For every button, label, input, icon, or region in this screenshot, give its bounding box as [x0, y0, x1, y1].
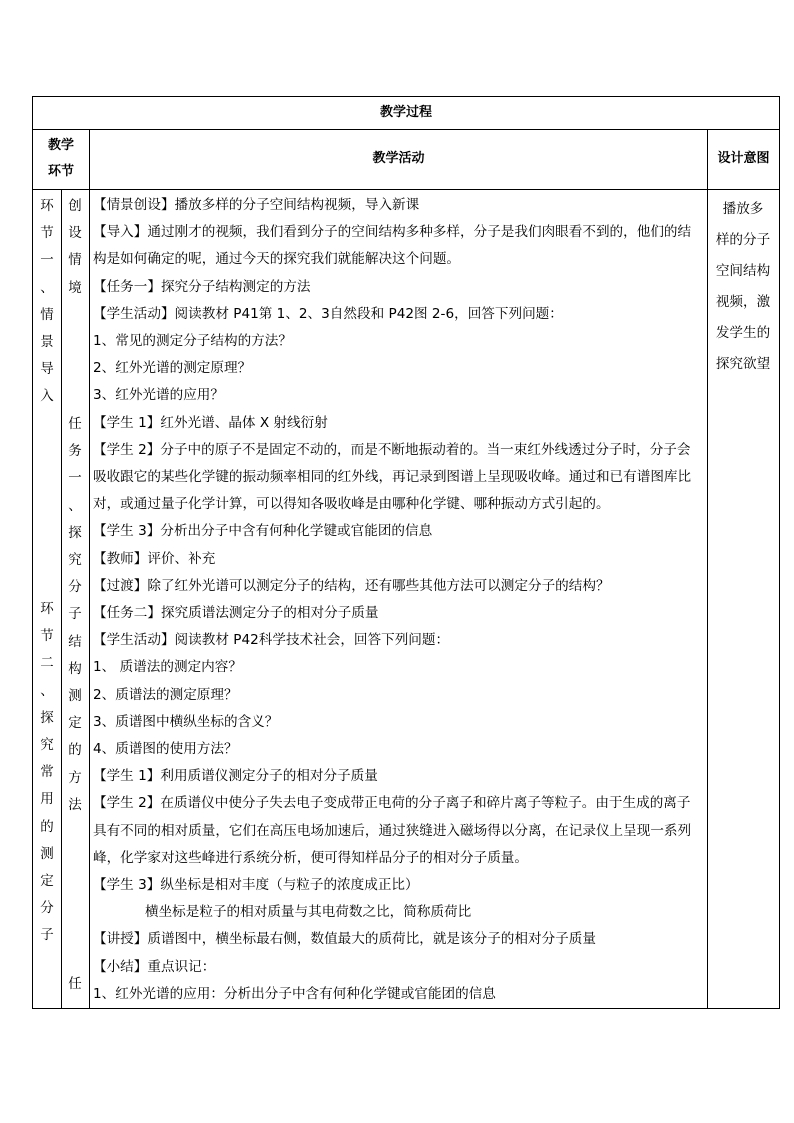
stage-char: 定 — [40, 873, 54, 890]
header-intent: 设计意图 — [717, 151, 770, 166]
task-char: 境 — [68, 279, 82, 296]
stage-char: 、 — [40, 682, 54, 699]
activity-line: 【小结】重点识记： — [93, 958, 216, 975]
activity-line: 1、常见的测定分子结构的方法？ — [93, 333, 292, 350]
task-char: 探 — [68, 524, 82, 541]
intent-line: 发学生的 — [715, 325, 771, 341]
task-char: 、 — [68, 497, 82, 514]
task-char: 情 — [68, 252, 82, 269]
stage-char: 用 — [40, 791, 54, 808]
stage-char: 一 — [40, 252, 54, 269]
stage-column-2 — [33, 596, 61, 950]
stage-column — [33, 193, 61, 411]
activity-line: 【情景创设】播放多样的分子空间结构视频，导入新课 — [93, 197, 420, 213]
teaching-process-table — [32, 96, 780, 1009]
activity-line: 4、质谱图的使用方法？ — [93, 741, 238, 758]
task-char: 务 — [68, 443, 82, 460]
stage-char: 的 — [40, 818, 54, 835]
task-char: 创 — [68, 198, 82, 214]
stage-char: 测 — [40, 845, 54, 862]
task-char: 测 — [68, 688, 82, 705]
stage-char: 节 — [40, 628, 54, 645]
activity-line: 【导入】通过刚才的视频，我们看到分子的空间结构多种多样，分子是我们肉眼看不到的，他们的结构是如何确定的呢，通过今天的探究我们就能解决这个问题。 — [93, 224, 692, 268]
table-title: 教学过程 — [379, 105, 432, 120]
intent-line: 空间结构 — [715, 263, 771, 279]
intent-line: 探究欲望 — [715, 356, 771, 372]
stage-char: 导 — [40, 361, 54, 378]
task-column-3 — [61, 971, 89, 998]
task-char: 任 — [68, 976, 82, 992]
activity-line: 3、红外光谱的应用？ — [93, 387, 224, 404]
task-char: 设 — [68, 225, 82, 242]
activity-line: 【学生 3】分析出分子中含有何种化学键或官能团的信息 — [93, 523, 433, 540]
stage-char: 环 — [40, 198, 54, 214]
activity-line: 【学生 3】纵坐标是相对丰度（与粒子的浓度成正比） — [93, 877, 419, 894]
stage-char: 子 — [40, 927, 54, 944]
task-char: 结 — [68, 633, 82, 650]
activity-line: 【讲授】质谱图中，横坐标最右侧，数值最大的质荷比，就是该分子的相对分子质量 — [93, 931, 596, 948]
stage-char: 二 — [40, 655, 54, 672]
stage-char: 情 — [40, 306, 54, 323]
stage-char: 、 — [40, 279, 54, 296]
stage-char: 节 — [40, 225, 54, 242]
activity-line: 【学生 2】在质谱仪中使分子失去电子变成带正电荷的分子离子和碎片离子等粒子。由于生成的离子具有不同的相对质量，它们在高压电场加速后，通过狭缝进入磁场得以分离，在记录仪上呈现一系列峰，化学家对这些峰进行系统分析，便可得知样品分子的相对分子质量。 — [93, 795, 692, 866]
task-char: 子 — [68, 606, 82, 623]
activity-line: 1、 质谱法的测定内容？ — [93, 659, 242, 676]
task-char: 构 — [68, 660, 82, 677]
task-char: 的 — [68, 742, 82, 759]
activity-content — [93, 192, 703, 1008]
activity-line: 2、质谱法的测定原理？ — [93, 686, 238, 703]
task-char: 法 — [68, 796, 82, 813]
task-column-2 — [61, 411, 89, 819]
header-stage: 教学环节 — [47, 138, 74, 179]
design-intent — [711, 194, 775, 380]
stage-char: 常 — [40, 764, 54, 781]
activity-line: 【学生活动】阅读教材 P41第 1、2、3自然段和 P42图 2-6，回答下列问题： — [93, 305, 563, 322]
intent-line: 视频，激 — [715, 294, 771, 310]
task-char: 一 — [68, 470, 82, 487]
task-column — [61, 193, 89, 302]
header-activity: 教学活动 — [372, 151, 425, 166]
activity-line: 【学生活动】阅读教材 P42科学技术社会，回答下列问题： — [93, 632, 450, 649]
intent-line: 样的分子 — [715, 232, 771, 248]
stage-char: 环 — [40, 601, 54, 617]
intent-line: 播放多 — [722, 201, 764, 217]
rule-stage-col — [89, 129, 90, 1008]
stage-char: 入 — [40, 388, 54, 405]
activity-line: 3、质谱图中横纵坐标的含义？ — [93, 713, 279, 730]
task-char: 任 — [68, 416, 82, 432]
activity-line: 【学生 1】利用质谱仪测定分子的相对分子质量 — [93, 768, 378, 785]
activity-line: 【任务二】探究质谱法测定分子的相对分子质量 — [93, 605, 379, 622]
task-char: 定 — [68, 715, 82, 732]
activity-line: 【学生 2】分子中的原子不是固定不动的，而是不断地振动着的。当一束红外线透过分子时，分子会吸收跟它的某些化学键的振动频率相同的红外线，再记录到图谱上呈现吸收峰。通过和已有谱图库比对，或通过量子化学计算，可以得知各吸收峰是由哪种化学键、哪种振动方式引起的。 — [93, 441, 692, 513]
rule-under-header — [33, 189, 779, 190]
stage-char: 分 — [40, 900, 54, 917]
activity-line: 【教师】评价、补充 — [93, 550, 216, 567]
stage-char: 景 — [40, 334, 54, 351]
activity-line: 2、红外光谱的测定原理？ — [93, 360, 252, 377]
task-char: 分 — [68, 579, 82, 596]
stage-char: 究 — [40, 737, 54, 754]
activity-line: 横坐标是粒子的相对质量与其电荷数之比，简称质荷比 — [145, 904, 472, 921]
activity-line: 【任务一】探究分子结构测定的方法 — [93, 278, 311, 295]
activity-line: 1、红外光谱的应用：分析出分子中含有何种化学键或官能团的信息 — [93, 985, 496, 1002]
stage-char: 探 — [40, 709, 54, 726]
activity-line: 【过渡】除了红外光谱可以测定分子的结构，还有哪些其他方法可以测定分子的结构？ — [93, 577, 610, 594]
rule-intent-col — [707, 129, 708, 1008]
activity-line: 【学生 1】红外光谱、晶体 X 射线衍射 — [93, 414, 328, 431]
task-char: 方 — [68, 769, 82, 786]
task-char: 究 — [68, 552, 82, 569]
